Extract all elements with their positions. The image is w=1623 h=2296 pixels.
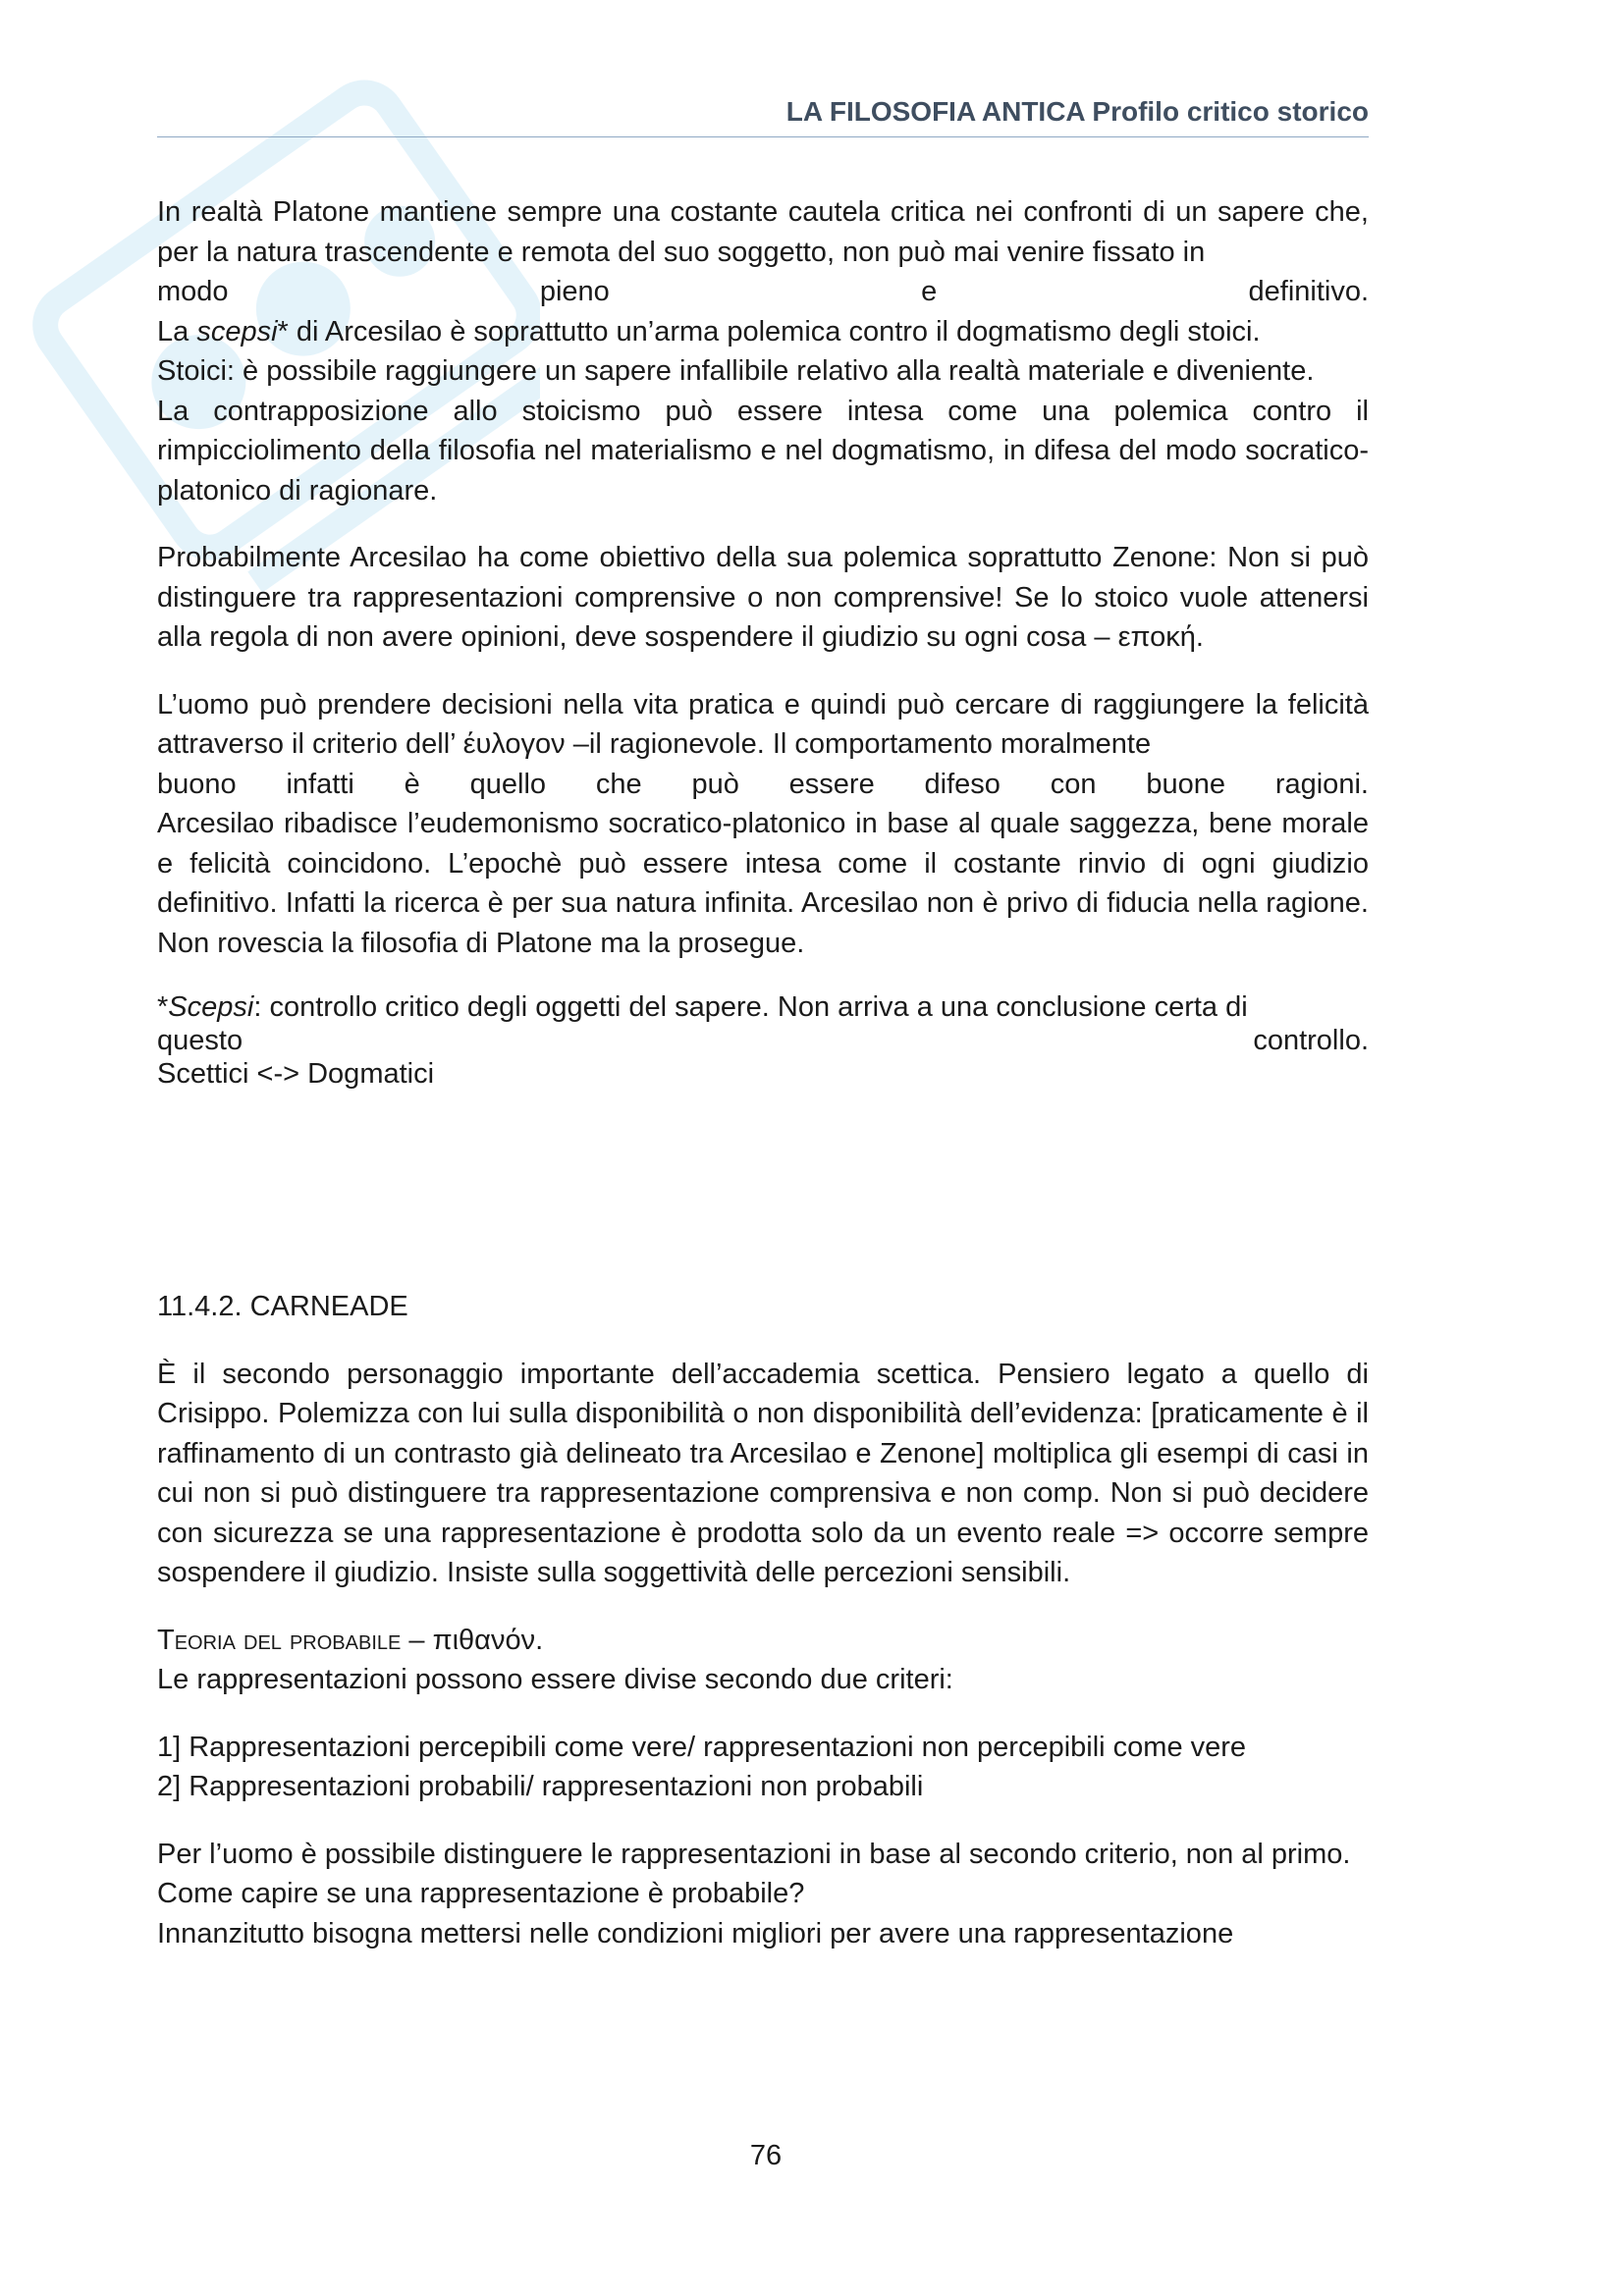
emphasis: scepsi [196,315,278,347]
word: definitivo. [1248,276,1370,307]
word: buone [1146,768,1225,800]
word: pieno [539,276,610,307]
paragraph: Innanzitutto bisogna mettersi nelle condizioni migliori per avere una rappresentazione [157,1917,1234,1949]
section-heading: 11.4.2. CARNEADE [157,1291,408,1322]
footnote [157,990,1369,1024]
word: e [921,276,938,307]
word: ragioni. [1274,768,1369,800]
list-item: 2] Rappresentazioni probabili/ rappresentazioni non probabili [157,1771,924,1802]
word: è [404,768,420,800]
running-header [157,96,1369,137]
paragraph: Probabilmente Arcesilao ha come obiettivo della sua polemica soprattutto Zenone: Non si può distinguere tra rappresentazioni comprensive o non comprensive! Se lo stoico vuole attenersi alla regola di non avere opinioni, deve sospendere il giudizio su ogni cosa – εποκή. [157,542,1369,653]
paragraph: Le rappresentazioni possono essere divise secondo due criteri: [157,1664,953,1695]
text: : controllo critico degli oggetti del sapere. Non arriva a una conclusione certa di [253,991,1248,1023]
word: con [1050,768,1097,800]
paragraph: Arcesilao ribadisce l’eudemonismo socratico-platonico in base al quale saggezza, bene morale e felicità coincidono. L’epochè può essere intesa come il costante rinvio di ogni giudizio definitivo. Infatti la ricerca è per sua natura infinita. Arcesilao non è privo di fiducia nella ragione. Non rovescia la filosofia di Platone ma la prosegue. [157,808,1369,959]
page-content [157,192,1369,1953]
paragraph: È il secondo personaggio importante dell’accademia scettica. Pensiero legato a quello di Crisippo. Polemizza con lui sulla disponibilità o non disponibilità dell’evidenza: [praticamente è il raffinamento di un contrasto già delineato tra Arcesilao e Zenone] moltiplica gli esempi di casi in cui non si può distinguere tra rappresentazione comprensiva e non comp. Non si può decidere con sicurezza se una rappresentazione è prodotta solo da un evento reale => occorre sempre sospendere il giudizio. Insiste sulla soggettività delle percezioni sensibili. [157,1358,1369,1588]
word: infatti [286,768,354,800]
footnote-justified-line [157,1024,1369,1057]
paragraph: Come capire se una rappresentazione è probabile? [157,1878,805,1909]
text: La [157,315,197,347]
word: controllo. [1253,1025,1369,1056]
word: essere [788,768,875,800]
paragraph-theory [157,1621,1369,1661]
word: questo [157,1025,243,1056]
paragraph: La contrapposizione allo stoicismo può essere intesa come una polemica contro il rimpicciolimento della filosofia nel materialismo e nel dogmatismo, in difesa del modo socratico-platonico di ragionare. [157,395,1369,507]
paragraph-justified-line [157,765,1369,805]
footnote-mark: * [157,991,169,1023]
word: buono [157,768,237,800]
footnote-line: Scettici <-> Dogmatici [157,1058,435,1090]
word: difeso [924,768,1001,800]
paragraph-justified-line [157,272,1369,312]
header-title: LA FILOSOFIA ANTICA Profilo critico storico [785,96,1369,127]
word: può [691,768,739,800]
paragraph: L’uomo può prendere decisioni nella vita pratica e quindi può cercare di raggiungere la felicità attraverso il criterio dell’ έυλογον –il ragionevole. Il comportamento moralmente [157,688,1369,760]
list-item: 1] Rappresentazioni percepibili come vere/ rappresentazioni non percepibili come vere [157,1731,1247,1763]
text: * di Arcesilao è soprattutto un’arma polemica contro il dogmatismo degli stoici. [277,315,1261,347]
word: quello [469,768,547,800]
text: – πιθανόν. [401,1624,544,1656]
small-caps-label: Teoria del probabile [157,1624,402,1656]
paragraph: Stoici: è possibile raggiungere un sapere infallibile relativo alla realtà materiale e diveniente. [157,355,1315,387]
paragraph: In realtà Platone mantiene sempre una costante cautela critica nei confronti di un sapere che, per la natura trascendente e remota del suo soggetto, non può mai venire fissato in [157,196,1369,268]
paragraph: Per l’uomo è possibile distinguere le rappresentazioni in base al secondo criterio, non al primo. [157,1838,1351,1870]
word: che [595,768,642,800]
emphasis: Scepsi [168,991,254,1023]
word: modo [157,276,229,307]
paragraph-scepsi [157,312,1369,352]
page-number: 76 [749,2140,783,2171]
